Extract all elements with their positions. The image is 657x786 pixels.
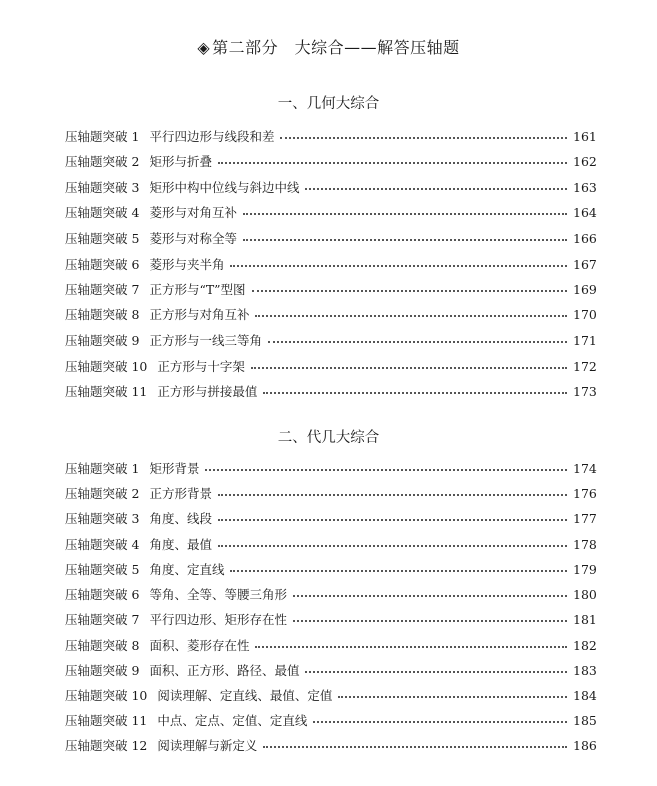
toc-entry-label: 压轴题突破 8 — [65, 638, 140, 653]
leader-dots — [230, 265, 567, 267]
toc-entry-label: 压轴题突破 11 — [65, 384, 148, 399]
toc-entry[interactable] — [65, 685, 595, 705]
leader-dots — [305, 671, 567, 673]
toc-entry-label: 压轴题突破 7 — [65, 612, 140, 627]
leader-dots — [218, 494, 567, 496]
toc-entry-topic: 平行四边形、矩形存在性 — [149, 612, 287, 627]
toc-entry[interactable] — [65, 584, 595, 604]
leader-dots — [205, 469, 567, 471]
toc-entry[interactable] — [65, 228, 595, 248]
toc-entry[interactable] — [65, 304, 595, 324]
toc-entry-label: 压轴题突破 7 — [65, 282, 140, 297]
toc-entry-topic: 菱形与对角互补 — [149, 205, 237, 220]
toc-entry-label: 压轴题突破 1 — [65, 461, 140, 476]
toc-entry-label: 压轴题突破 12 — [65, 738, 148, 753]
leader-dots — [313, 721, 567, 723]
toc-entry-label: 压轴题突破 8 — [65, 307, 140, 322]
toc-entry-page: 181 — [573, 611, 597, 627]
toc-entry-label: 压轴题突破 10 — [65, 359, 148, 374]
toc-entry-page: 182 — [573, 637, 597, 653]
toc-entry-label: 压轴题突破 3 — [65, 180, 140, 195]
toc-entry[interactable] — [65, 126, 595, 146]
toc-entry[interactable] — [65, 635, 595, 655]
toc-entry-label: 压轴题突破 10 — [65, 688, 148, 703]
toc-entry-page: 173 — [573, 383, 597, 399]
toc-entry[interactable] — [65, 330, 595, 350]
toc-entry-topic: 矩形与折叠 — [149, 154, 212, 169]
toc-entry-page: 177 — [573, 510, 597, 526]
toc-entry-topic: 正方形与一线三等角 — [149, 333, 262, 348]
toc-entry-topic: 正方形与对角互补 — [149, 307, 250, 322]
leader-dots — [293, 595, 567, 597]
toc-entry-topic: 菱形与对称全等 — [149, 231, 237, 246]
section-title-geometry: 一、几何大综合 — [277, 96, 380, 112]
toc-entry-page: 166 — [573, 230, 597, 246]
toc-entry-topic: 面积、正方形、路径、最值 — [149, 663, 300, 678]
toc-entry[interactable] — [65, 735, 595, 755]
toc-entry-page: 174 — [573, 460, 597, 476]
toc-entry-label: 压轴题突破 2 — [65, 154, 140, 169]
leader-dots — [251, 367, 567, 369]
toc-entry-topic: 矩形背景 — [149, 461, 200, 476]
toc-entry-topic: 阅读理解、定直线、最值、定值 — [157, 688, 333, 703]
page-title — [0, 35, 657, 58]
toc-entry-topic: 阅读理解与新定义 — [157, 738, 258, 753]
toc-entry-page: 176 — [573, 485, 597, 501]
toc-entry-label: 压轴题突破 9 — [65, 333, 140, 348]
leader-dots — [255, 646, 567, 648]
leader-dots — [218, 519, 567, 521]
toc-entry[interactable] — [65, 279, 595, 299]
toc-entry-label: 压轴题突破 4 — [65, 205, 140, 220]
toc-entry-label: 压轴题突破 5 — [65, 231, 140, 246]
toc-entry-page: 171 — [573, 332, 597, 348]
toc-entry-topic: 菱形与夹半角 — [149, 257, 225, 272]
toc-entry-topic: 正方形与拼接最值 — [157, 384, 258, 399]
leader-dots — [218, 162, 567, 164]
toc-entry[interactable] — [65, 559, 595, 579]
toc-entry-page: 178 — [573, 536, 597, 552]
toc-entry[interactable] — [65, 534, 595, 554]
toc-entry-page: 179 — [573, 561, 597, 577]
leader-dots — [263, 392, 567, 394]
toc-entry-label: 压轴题突破 5 — [65, 562, 140, 577]
toc-entry-topic: 矩形中构中位线与斜边中线 — [149, 180, 300, 195]
toc-entry[interactable] — [65, 202, 595, 222]
leader-dots — [243, 213, 567, 215]
leader-dots — [338, 696, 567, 698]
toc-entry-topic: 正方形背景 — [149, 486, 212, 501]
toc-entry-topic: 中点、定点、定值、定直线 — [157, 713, 308, 728]
toc-entry-label: 压轴题突破 3 — [65, 511, 140, 526]
leader-dots — [305, 188, 567, 190]
leader-dots — [252, 290, 567, 292]
toc-entry-page: 183 — [573, 662, 597, 678]
toc-entry-page: 184 — [573, 687, 597, 703]
toc-entry-topic: 等角、全等、等腰三角形 — [149, 587, 287, 602]
leader-dots — [230, 570, 567, 572]
toc-entry-page: 170 — [573, 306, 597, 322]
toc-entry[interactable] — [65, 356, 595, 376]
toc-entry-topic: 正方形与十字架 — [157, 359, 245, 374]
toc-entry-page: 186 — [573, 737, 597, 753]
toc-entry-page: 172 — [573, 358, 597, 374]
toc-entry-topic: 面积、菱形存在性 — [149, 638, 250, 653]
toc-entry-page: 164 — [573, 204, 597, 220]
toc-entry[interactable] — [65, 151, 595, 171]
toc-entry-topic: 正方形与“T”型图 — [149, 282, 246, 297]
section-title-algebra-geometry: 二、代几大综合 — [277, 430, 380, 446]
toc-entry-topic: 角度、最值 — [149, 537, 212, 552]
leader-dots — [255, 315, 567, 317]
toc-entry-label: 压轴题突破 2 — [65, 486, 140, 501]
toc-entry-page: 169 — [573, 281, 597, 297]
toc-entry-topic: 角度、线段 — [149, 511, 212, 526]
toc-entry-page: 167 — [573, 256, 597, 272]
leader-dots — [243, 239, 567, 241]
diamond-bullet-icon: ◈ — [197, 38, 211, 57]
toc-entry-label: 压轴题突破 6 — [65, 587, 140, 602]
leader-dots — [293, 620, 567, 622]
toc-entry[interactable] — [65, 483, 595, 503]
toc-entry[interactable] — [65, 710, 595, 730]
toc-entry[interactable] — [65, 508, 595, 528]
toc-entry-topic: 角度、定直线 — [149, 562, 225, 577]
toc-entry-label: 压轴题突破 9 — [65, 663, 140, 678]
page-title-text: 第二部分 大综合——解答压轴题 — [212, 38, 460, 57]
toc-entry-topic: 平行四边形与线段和差 — [149, 129, 275, 144]
toc-entry[interactable] — [65, 177, 595, 197]
toc-entry-label: 压轴题突破 1 — [65, 129, 140, 144]
toc-entry[interactable] — [65, 381, 595, 401]
toc-entry-label: 压轴题突破 4 — [65, 537, 140, 552]
leader-dots — [268, 341, 567, 343]
leader-dots — [263, 746, 567, 748]
toc-entry-page: 162 — [573, 153, 597, 169]
toc-entry-page: 163 — [573, 179, 597, 195]
toc-entry-page: 161 — [573, 128, 597, 144]
toc-entry-label: 压轴题突破 6 — [65, 257, 140, 272]
toc-entry[interactable] — [65, 458, 595, 478]
toc-entry-label: 压轴题突破 11 — [65, 713, 148, 728]
leader-dots — [280, 137, 567, 139]
leader-dots — [218, 545, 567, 547]
toc-entry[interactable] — [65, 609, 595, 629]
toc-entry-page: 180 — [573, 586, 597, 602]
toc-entry-page: 185 — [573, 712, 597, 728]
toc-entry[interactable] — [65, 254, 595, 274]
toc-entry[interactable] — [65, 660, 595, 680]
